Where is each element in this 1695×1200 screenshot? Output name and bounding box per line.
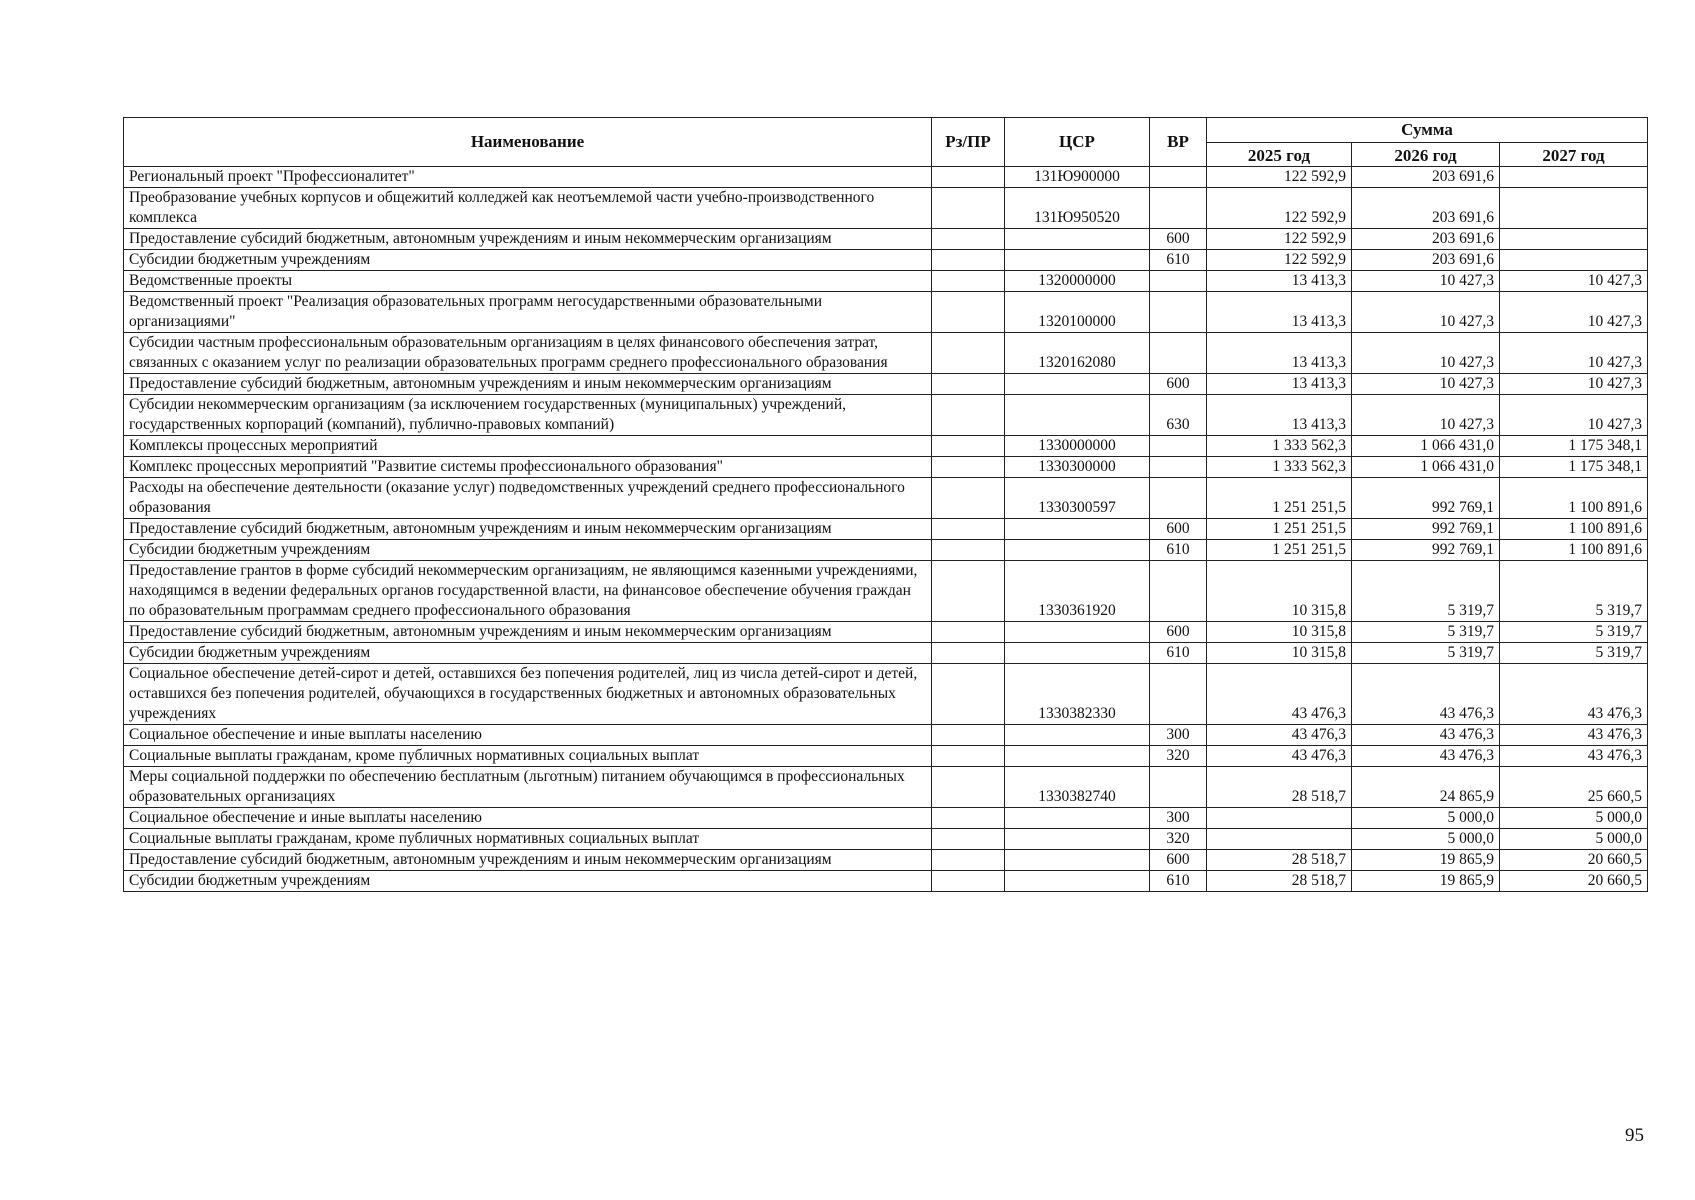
cell-name: Преобразование учебных корпусов и общежитий колледжей как неотъемлемой части учебно-производственного комплекса	[124, 188, 932, 229]
table-row	[124, 808, 1648, 829]
cell-2025: 43 476,3	[1207, 725, 1352, 746]
cell-csr: 1320100000	[1005, 292, 1150, 333]
cell-csr	[1005, 229, 1150, 250]
cell-name: Субсидии некоммерческим организациям (за исключением государственных (муниципальных) учреждений, государственных корпораций (компаний), публично-правовых компаний)	[124, 395, 932, 436]
cell-rzpr	[932, 725, 1005, 746]
table-row	[124, 229, 1648, 250]
cell-vr: 300	[1150, 725, 1207, 746]
header-rzpr: Рз/ПР	[932, 118, 1005, 167]
cell-2027: 1 100 891,6	[1500, 540, 1648, 561]
cell-rzpr	[932, 374, 1005, 395]
cell-2027: 10 427,3	[1500, 292, 1648, 333]
table-row	[124, 519, 1648, 540]
cell-2027: 43 476,3	[1500, 746, 1648, 767]
cell-name: Комплекс процессных мероприятий "Развитие системы профессионального образования"	[124, 457, 932, 478]
cell-2027: 1 175 348,1	[1500, 436, 1648, 457]
cell-2027: 10 427,3	[1500, 333, 1648, 374]
table-header	[124, 118, 1648, 167]
cell-vr: 610	[1150, 643, 1207, 664]
cell-2027	[1500, 229, 1648, 250]
cell-csr	[1005, 746, 1150, 767]
cell-vr: 600	[1150, 622, 1207, 643]
page-number: 95	[1625, 1125, 1644, 1146]
cell-vr: 600	[1150, 519, 1207, 540]
table-row	[124, 561, 1648, 622]
cell-name: Предоставление субсидий бюджетным, автономным учреждениям и иным некоммерческим организациям	[124, 519, 932, 540]
table-row	[124, 871, 1648, 892]
cell-2025: 1 333 562,3	[1207, 436, 1352, 457]
cell-2025	[1207, 829, 1352, 850]
cell-vr: 610	[1150, 250, 1207, 271]
cell-2025: 10 315,8	[1207, 561, 1352, 622]
cell-2025: 28 518,7	[1207, 767, 1352, 808]
cell-rzpr	[932, 850, 1005, 871]
cell-name: Предоставление субсидий бюджетным, автономным учреждениям и иным некоммерческим организациям	[124, 374, 932, 395]
table-row	[124, 540, 1648, 561]
cell-2025: 122 592,9	[1207, 188, 1352, 229]
cell-csr	[1005, 540, 1150, 561]
table-row	[124, 643, 1648, 664]
cell-2027: 10 427,3	[1500, 374, 1648, 395]
table-row	[124, 436, 1648, 457]
cell-2025: 122 592,9	[1207, 229, 1352, 250]
cell-2026: 1 066 431,0	[1352, 457, 1500, 478]
cell-name: Расходы на обеспечение деятельности (оказание услуг) подведомственных учреждений среднего профессионального образования	[124, 478, 932, 519]
cell-vr	[1150, 664, 1207, 725]
cell-vr: 600	[1150, 850, 1207, 871]
cell-rzpr	[932, 250, 1005, 271]
cell-2026: 992 769,1	[1352, 519, 1500, 540]
cell-2026: 5 000,0	[1352, 808, 1500, 829]
cell-2025: 13 413,3	[1207, 271, 1352, 292]
table-row	[124, 167, 1648, 188]
cell-2026: 43 476,3	[1352, 664, 1500, 725]
cell-name: Социальные выплаты гражданам, кроме публичных нормативных социальных выплат	[124, 829, 932, 850]
table-body	[124, 167, 1648, 892]
cell-2027: 10 427,3	[1500, 395, 1648, 436]
cell-2025: 13 413,3	[1207, 395, 1352, 436]
table-row	[124, 395, 1648, 436]
cell-vr	[1150, 188, 1207, 229]
cell-csr: 1330300597	[1005, 478, 1150, 519]
cell-2027: 5 319,7	[1500, 622, 1648, 643]
cell-2027: 1 100 891,6	[1500, 519, 1648, 540]
table-row	[124, 767, 1648, 808]
cell-csr	[1005, 829, 1150, 850]
cell-2026: 203 691,6	[1352, 250, 1500, 271]
table-row	[124, 374, 1648, 395]
cell-name: Субсидии бюджетным учреждениям	[124, 871, 932, 892]
cell-rzpr	[932, 229, 1005, 250]
cell-2026: 1 066 431,0	[1352, 436, 1500, 457]
cell-name: Предоставление субсидий бюджетным, автономным учреждениям и иным некоммерческим организациям	[124, 622, 932, 643]
cell-2027	[1500, 250, 1648, 271]
cell-vr	[1150, 292, 1207, 333]
cell-csr: 1330000000	[1005, 436, 1150, 457]
cell-2025: 13 413,3	[1207, 292, 1352, 333]
cell-rzpr	[932, 457, 1005, 478]
cell-2025: 1 251 251,5	[1207, 540, 1352, 561]
cell-2027: 43 476,3	[1500, 725, 1648, 746]
cell-name: Ведомственные проекты	[124, 271, 932, 292]
cell-csr	[1005, 808, 1150, 829]
table-row	[124, 829, 1648, 850]
cell-2026: 10 427,3	[1352, 333, 1500, 374]
table-row	[124, 333, 1648, 374]
cell-csr	[1005, 725, 1150, 746]
cell-vr	[1150, 167, 1207, 188]
cell-name: Ведомственный проект "Реализация образовательных программ негосударственными образовательными организациями"	[124, 292, 932, 333]
cell-2026: 10 427,3	[1352, 292, 1500, 333]
cell-2026: 992 769,1	[1352, 540, 1500, 561]
cell-2026: 5 319,7	[1352, 643, 1500, 664]
cell-name: Субсидии бюджетным учреждениям	[124, 643, 932, 664]
cell-csr: 1330361920	[1005, 561, 1150, 622]
cell-name: Предоставление грантов в форме субсидий некоммерческим организациям, не являющимся казенными учреждениями, находящимся в ведении федеральных органов государственной власти, на финансовое обеспечение обучения граждан по образовательным программам среднего профессионального образования	[124, 561, 932, 622]
cell-name: Социальное обеспечение и иные выплаты населению	[124, 808, 932, 829]
cell-vr: 600	[1150, 229, 1207, 250]
cell-2025: 10 315,8	[1207, 643, 1352, 664]
header-year-2025: 2025 год	[1207, 143, 1352, 167]
cell-csr	[1005, 643, 1150, 664]
cell-rzpr	[932, 622, 1005, 643]
cell-2026: 10 427,3	[1352, 271, 1500, 292]
cell-rzpr	[932, 561, 1005, 622]
cell-2025: 122 592,9	[1207, 167, 1352, 188]
cell-2027: 5 319,7	[1500, 643, 1648, 664]
cell-2025: 10 315,8	[1207, 622, 1352, 643]
cell-name: Предоставление субсидий бюджетным, автономным учреждениям и иным некоммерческим организациям	[124, 229, 932, 250]
table-row	[124, 457, 1648, 478]
table-row	[124, 664, 1648, 725]
table-row	[124, 271, 1648, 292]
cell-csr: 1320162080	[1005, 333, 1150, 374]
cell-2027: 10 427,3	[1500, 271, 1648, 292]
header-csr: ЦСР	[1005, 118, 1150, 167]
cell-vr: 630	[1150, 395, 1207, 436]
cell-csr: 131Ю900000	[1005, 167, 1150, 188]
cell-csr	[1005, 622, 1150, 643]
cell-vr: 610	[1150, 540, 1207, 561]
cell-2025: 28 518,7	[1207, 871, 1352, 892]
cell-2025: 122 592,9	[1207, 250, 1352, 271]
cell-2026: 43 476,3	[1352, 746, 1500, 767]
cell-2026: 203 691,6	[1352, 188, 1500, 229]
cell-csr	[1005, 374, 1150, 395]
table-row	[124, 850, 1648, 871]
cell-2027: 5 000,0	[1500, 829, 1648, 850]
cell-csr	[1005, 250, 1150, 271]
cell-2026: 10 427,3	[1352, 395, 1500, 436]
cell-name: Социальные выплаты гражданам, кроме публичных нормативных социальных выплат	[124, 746, 932, 767]
cell-name: Меры социальной поддержки по обеспечению бесплатным (льготным) питанием обучающимся в профессиональных образовательных организациях	[124, 767, 932, 808]
cell-2027: 5 319,7	[1500, 561, 1648, 622]
cell-vr: 320	[1150, 829, 1207, 850]
table-row	[124, 622, 1648, 643]
cell-rzpr	[932, 540, 1005, 561]
cell-2026: 5 319,7	[1352, 561, 1500, 622]
header-year-2026: 2026 год	[1352, 143, 1500, 167]
cell-rzpr	[932, 436, 1005, 457]
cell-csr	[1005, 850, 1150, 871]
cell-vr	[1150, 561, 1207, 622]
cell-2026: 19 865,9	[1352, 871, 1500, 892]
cell-vr: 300	[1150, 808, 1207, 829]
cell-csr	[1005, 871, 1150, 892]
cell-2026: 5 319,7	[1352, 622, 1500, 643]
table-row	[124, 725, 1648, 746]
cell-name: Субсидии бюджетным учреждениям	[124, 540, 932, 561]
cell-2027: 1 100 891,6	[1500, 478, 1648, 519]
cell-2025: 43 476,3	[1207, 746, 1352, 767]
header-vr: ВР	[1150, 118, 1207, 167]
table-row	[124, 292, 1648, 333]
cell-2025: 13 413,3	[1207, 374, 1352, 395]
cell-rzpr	[932, 746, 1005, 767]
cell-2025: 13 413,3	[1207, 333, 1352, 374]
cell-2027: 43 476,3	[1500, 664, 1648, 725]
table-row	[124, 250, 1648, 271]
cell-2026: 992 769,1	[1352, 478, 1500, 519]
cell-2026: 203 691,6	[1352, 167, 1500, 188]
cell-2025: 1 333 562,3	[1207, 457, 1352, 478]
cell-name: Социальное обеспечение и иные выплаты населению	[124, 725, 932, 746]
cell-name: Субсидии частным профессиональным образовательным организациям в целях финансового обеспечения затрат, связанных с оказанием услуг по реализации образовательных программ среднего профессионального образования	[124, 333, 932, 374]
cell-2025	[1207, 808, 1352, 829]
cell-2027: 20 660,5	[1500, 850, 1648, 871]
cell-rzpr	[932, 333, 1005, 374]
cell-name: Комплексы процессных мероприятий	[124, 436, 932, 457]
cell-2026: 43 476,3	[1352, 725, 1500, 746]
cell-2025: 1 251 251,5	[1207, 519, 1352, 540]
cell-rzpr	[932, 808, 1005, 829]
cell-2025: 43 476,3	[1207, 664, 1352, 725]
cell-rzpr	[932, 829, 1005, 850]
cell-rzpr	[932, 271, 1005, 292]
cell-rzpr	[932, 292, 1005, 333]
cell-name: Субсидии бюджетным учреждениям	[124, 250, 932, 271]
cell-vr: 600	[1150, 374, 1207, 395]
cell-vr	[1150, 457, 1207, 478]
cell-vr: 610	[1150, 871, 1207, 892]
cell-2026: 24 865,9	[1352, 767, 1500, 808]
cell-csr	[1005, 519, 1150, 540]
cell-rzpr	[932, 519, 1005, 540]
table-row	[124, 478, 1648, 519]
cell-rzpr	[932, 188, 1005, 229]
header-name: Наименование	[124, 118, 932, 167]
cell-csr: 1320000000	[1005, 271, 1150, 292]
cell-rzpr	[932, 478, 1005, 519]
cell-2027: 1 175 348,1	[1500, 457, 1648, 478]
cell-2025: 28 518,7	[1207, 850, 1352, 871]
cell-rzpr	[932, 167, 1005, 188]
cell-vr	[1150, 767, 1207, 808]
table-row	[124, 188, 1648, 229]
cell-vr: 320	[1150, 746, 1207, 767]
cell-csr: 131Ю950520	[1005, 188, 1150, 229]
cell-2026: 203 691,6	[1352, 229, 1500, 250]
cell-vr	[1150, 333, 1207, 374]
cell-rzpr	[932, 643, 1005, 664]
cell-vr	[1150, 271, 1207, 292]
cell-rzpr	[932, 664, 1005, 725]
cell-name: Социальное обеспечение детей-сирот и детей, оставшихся без попечения родителей, лиц из числа детей-сирот и детей, оставшихся без попечения родителей, обучающихся в государственных бюджетных и автономных образовательных учреждениях	[124, 664, 932, 725]
cell-2027: 25 660,5	[1500, 767, 1648, 808]
cell-name: Предоставление субсидий бюджетным, автономным учреждениям и иным некоммерческим организациям	[124, 850, 932, 871]
cell-csr	[1005, 395, 1150, 436]
cell-csr: 1330382330	[1005, 664, 1150, 725]
cell-2026: 19 865,9	[1352, 850, 1500, 871]
cell-2027	[1500, 188, 1648, 229]
cell-2025: 1 251 251,5	[1207, 478, 1352, 519]
cell-rzpr	[932, 395, 1005, 436]
header-sum: Сумма	[1207, 118, 1648, 143]
cell-2026: 10 427,3	[1352, 374, 1500, 395]
cell-rzpr	[932, 767, 1005, 808]
cell-vr	[1150, 436, 1207, 457]
budget-table	[123, 117, 1648, 892]
cell-name: Региональный проект "Профессионалитет"	[124, 167, 932, 188]
table-row	[124, 746, 1648, 767]
cell-csr: 1330382740	[1005, 767, 1150, 808]
cell-2027	[1500, 167, 1648, 188]
cell-2027: 20 660,5	[1500, 871, 1648, 892]
header-year-2027: 2027 год	[1500, 143, 1648, 167]
cell-2026: 5 000,0	[1352, 829, 1500, 850]
cell-csr: 1330300000	[1005, 457, 1150, 478]
cell-vr	[1150, 478, 1207, 519]
cell-rzpr	[932, 871, 1005, 892]
cell-2027: 5 000,0	[1500, 808, 1648, 829]
